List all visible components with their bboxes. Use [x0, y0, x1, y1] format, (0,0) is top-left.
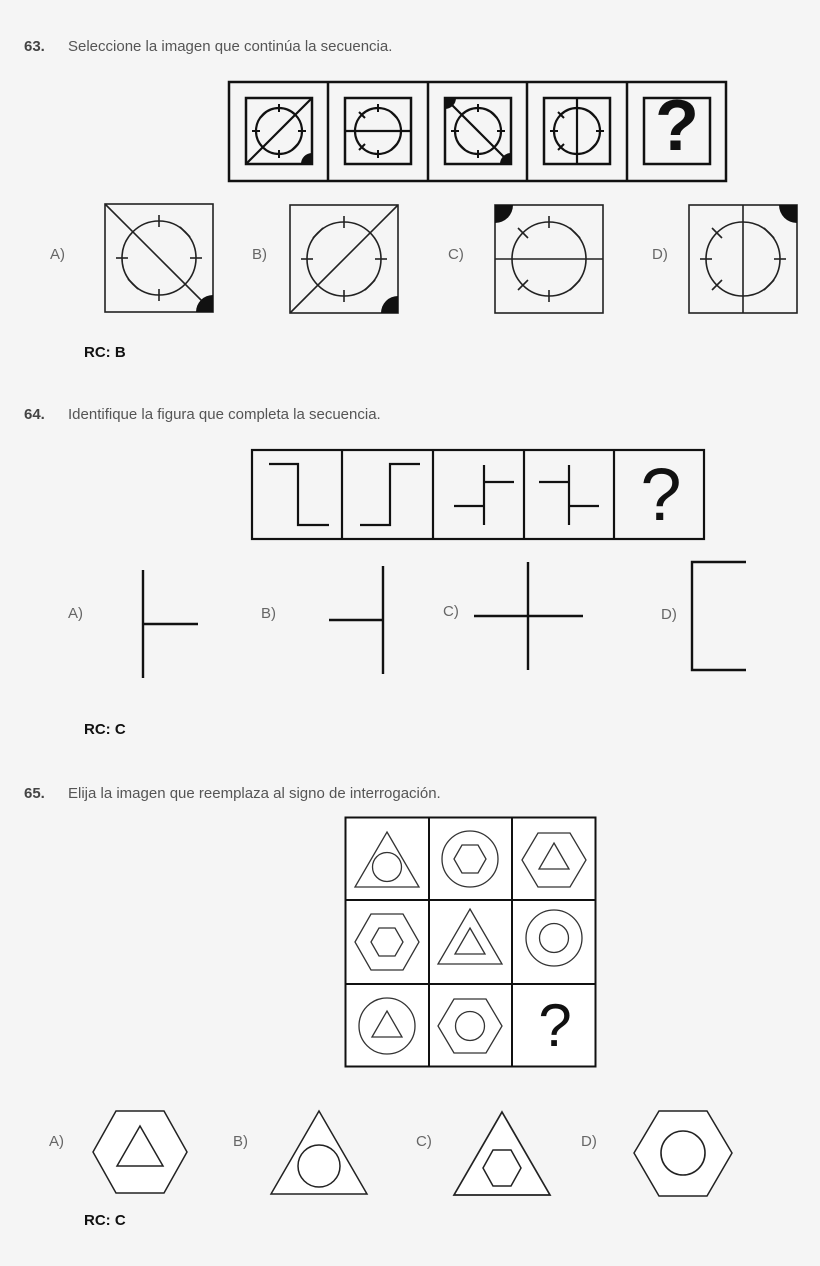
question-prompt: Seleccione la imagen que continúa la secuencia.: [68, 38, 393, 55]
answer-key: RC: C: [84, 1212, 126, 1229]
option-b-label[interactable]: B): [261, 605, 276, 622]
option-c-label[interactable]: C): [443, 603, 459, 620]
question-prompt: Identifique la figura que completa la secuencia.: [68, 406, 381, 423]
option-c-label[interactable]: C): [448, 246, 464, 263]
option-b-label[interactable]: B): [233, 1133, 248, 1150]
option-c-figure[interactable]: [454, 1112, 550, 1195]
option-a-label[interactable]: A): [50, 246, 65, 263]
question-number: 63.: [24, 38, 45, 55]
option-d-figure[interactable]: [634, 1111, 732, 1196]
answer-key: RC: C: [84, 721, 126, 738]
answer-key: RC: B: [84, 344, 126, 361]
option-c-label[interactable]: C): [416, 1133, 432, 1150]
question-number: 65.: [24, 785, 45, 802]
option-d-label[interactable]: D): [581, 1133, 597, 1150]
option-a-figure[interactable]: [93, 1111, 187, 1193]
question-mark: ?: [538, 992, 572, 1059]
option-a-label[interactable]: A): [49, 1133, 64, 1150]
option-a-label[interactable]: A): [68, 605, 83, 622]
question-prompt: Elija la imagen que reemplaza al signo de interrogación.: [68, 785, 441, 802]
option-b-label[interactable]: B): [252, 246, 267, 263]
question-mark: ?: [655, 86, 699, 166]
option-d-label[interactable]: D): [661, 606, 677, 623]
option-d-label[interactable]: D): [652, 246, 668, 263]
option-b-figure[interactable]: [271, 1111, 367, 1194]
question-mark: ?: [640, 453, 682, 536]
question-number: 64.: [24, 406, 45, 423]
